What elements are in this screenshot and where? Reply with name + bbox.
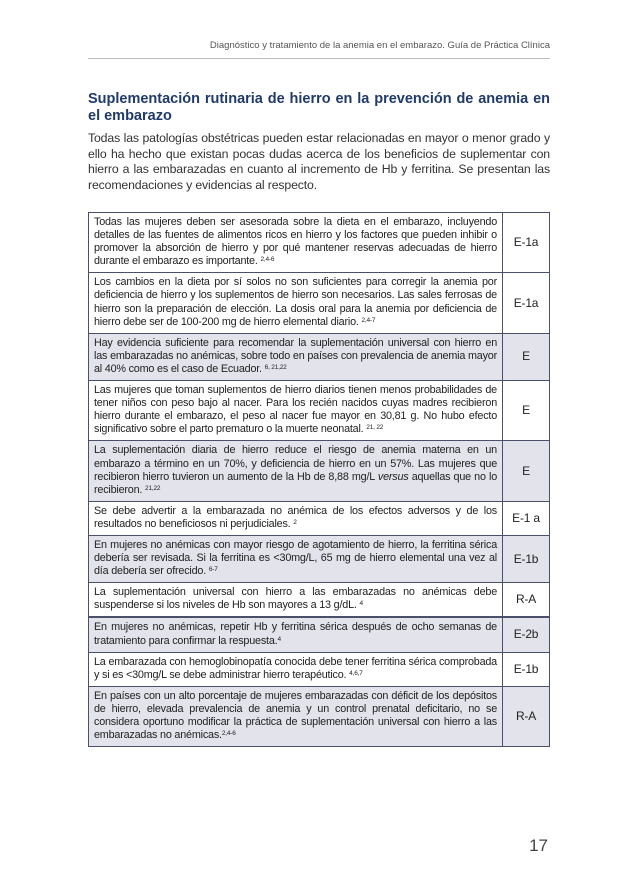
recommendation-text: Todas las mujeres deben ser asesorada sobre la dieta en el embarazo, incluyendo detalles de las fuentes de alimentos ricos en hierro y los factores que pueden inhibir o promover la absorción de hierro y por qué mantener reservas adecuadas de hierro durante el embarazo es importante. $^{2,4-6}$ [89,213,503,273]
recommendation-row [89,617,550,652]
intro-paragraph: Todas las patologías obstétricas pueden estar relacionadas en mayor o menor grado y ello ha hecho que existan pocas dudas acerca de los beneficios de suplementar con hierro a las embarazadas en cuanto al incremento de Hb y ferritina. Se presentan las recomendaciones y evidencias al respecto. [88,131,550,192]
recommendation-row [89,213,550,273]
reference-superscript: 2,4-7 [361,316,376,324]
reference-superscript: 21,22 [145,484,161,492]
running-header: Diagnóstico y tratamiento de la anemia en el embarazo. Guía de Práctica Clínica [209,40,550,51]
recommendations-table [88,212,550,747]
recommendation-text: Los cambios en la dieta por sí solos no son suficientes para corregir la anemia por deficiencia de hierro y los suplementos de hierro son necesarios. Las sales ferrosas de hierro son la preparación de elección. La dosis oral para la anemia por deficiencia de hierro debe ser de 100-200 mg de hierro elemental diario. $^{2,4-7}$ [89,273,503,333]
evidence-level: E [503,333,550,380]
header-divider [88,58,550,59]
evidence-level: E-1a [503,213,550,273]
recommendation-row [89,652,550,686]
evidence-level: E [503,441,550,501]
reference-superscript: 2,4-6 [221,730,236,738]
recommendation-text: En países con un alto porcentaje de mujeres embarazadas con déficit de los depósitos de hierro, elevada prevalencia de anemia y un control prenatal deficitario, no se considera oportuno modificar la práctica de suplementación universal con hierro a las embarazadas no anémicas.$^{2,4-6}$ [89,686,503,746]
recommendation-text: En mujeres no anémicas con mayor riesgo de agotamiento de hierro, la ferritina sérica debería ser revisada. Si la ferritina es <30mg/L, 65 mg de hierro elemental una vez al día debería ser ofrecido. $^{6-7}$ [89,535,503,582]
reference-superscript: 4 [359,600,363,608]
evidence-level: R-A [503,583,550,618]
evidence-level: R-A [503,686,550,746]
evidence-level: E-1 a [503,501,550,535]
recommendation-row [89,381,550,441]
evidence-level: E-2b [503,617,550,652]
recommendation-text: Las mujeres que toman suplementos de hierro diarios tienen menos probabilidades de tener niños con peso bajo al nacer. Para los recién nacidos cuyas madres recibieron hierro durante el embarazo, el peso al nacer fue mayor en 30,81 g. No hubo efecto significativo sobre el parto prematuro o la muerte neonatal. $^{21, 22}$ [89,381,503,441]
reference-superscript: 6-7 [208,566,218,574]
recommendation-text: La suplementación universal con hierro a las embarazadas no anémicas debe suspenderse si los niveles de Hb son mayores a 13 g/dL. $^4$ [89,583,503,618]
reference-superscript: 2,4-6 [260,256,275,264]
recommendation-row [89,333,550,380]
recommendation-row [89,535,550,582]
evidence-level: E-1a [503,273,550,333]
reference-superscript: 4,6,7 [349,669,363,677]
reference-superscript: 6, 21,22 [264,363,287,371]
evidence-level: E-1b [503,652,550,686]
recommendation-row [89,273,550,333]
recommendation-text: Hay evidencia suficiente para recomendar la suplementación universal con hierro en las embarazadas no anémicas, sobre todo en países con prevalencia de anemia mayor al 40% como es el caso de Ecuador. $^{6, 21,22}$ [89,333,503,380]
evidence-level: E [503,381,550,441]
section-title: Suplementación rutinaria de hierro en la prevención de anemia en el embarazo [88,91,550,124]
page-number: 17 [529,836,548,855]
reference-superscript: 21, 22 [366,424,384,432]
recommendation-text: En mujeres no anémicas, repetir Hb y ferritina sérica después de ocho semanas de tratamiento para confirmar la respuesta.$^4$ [89,617,503,652]
reference-superscript: 2 [293,518,297,526]
recommendation-text: La embarazada con hemoglobinopatía conocida debe tener ferritina sérica comprobada y si es <30mg/L se debe administrar hierro terapéutico. $^{4,6,7}$ [89,652,503,686]
recommendation-text: La suplementación diaria de hierro reduce el riesgo de anemia materna en un embarazo a término en un 70%, y deficiencia de hierro en un 57%. Las mujeres que recibieron hierro tuvieron un aumento de la Hb de 8,88 mg/L versus aquellas que no lo recibieron. $^{21,22}$ [89,441,503,501]
recommendation-row [89,583,550,618]
recommendation-row [89,686,550,746]
reference-superscript: 4 [277,635,281,643]
recommendation-row [89,501,550,535]
recommendation-text: Se debe advertir a la embarazada no anémica de los efectos adversos y de los resultados no beneficiosos ni perjudiciales. $^2$ [89,501,503,535]
evidence-level: E-1b [503,535,550,582]
recommendation-row [89,441,550,501]
